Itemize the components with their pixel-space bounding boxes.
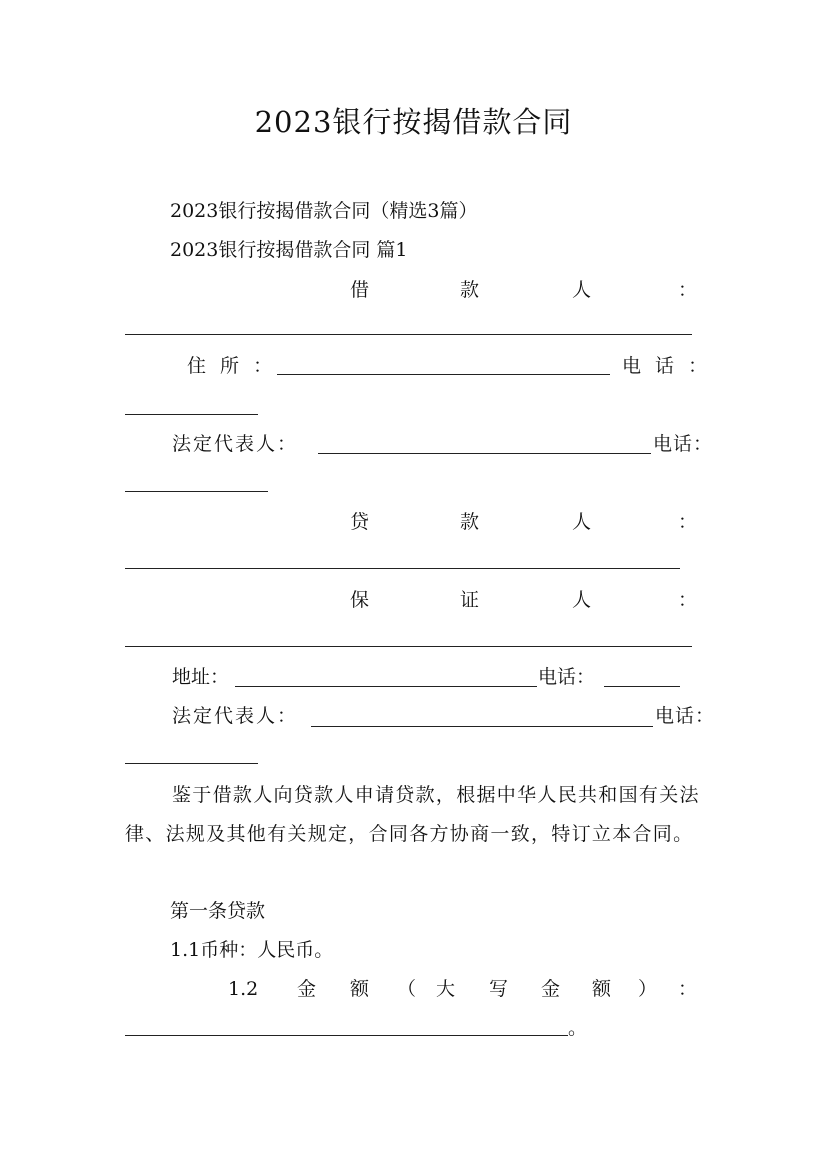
- clause-1-2-char: 金: [541, 978, 561, 1000]
- guarantor-label: [125, 587, 698, 613]
- guarantor-address-label: 地址：: [172, 666, 230, 688]
- borrower-char: 款: [460, 279, 480, 301]
- clause-1-2-char: 写: [489, 978, 509, 1000]
- clause-1-2-end: 。: [568, 1017, 588, 1039]
- clause-1-2-char: 大: [436, 978, 456, 1000]
- guarantor-phone-blank: [604, 685, 680, 687]
- guarantor-char: 保: [350, 589, 370, 611]
- lender-name-blank: [125, 567, 680, 569]
- lender-char: 贷: [350, 511, 370, 533]
- legal-rep-phone-blank: [125, 490, 268, 492]
- clause-1-2-number: 1.2: [228, 978, 259, 1000]
- lender-char: ：: [678, 511, 698, 533]
- guarantor-phone-label: 电话：: [538, 666, 596, 688]
- document-subtitle: 2023银行按揭借款合同（精选3篇）: [170, 200, 478, 222]
- legal-rep-blank: [318, 452, 651, 454]
- clause-1-2-char: ：: [678, 978, 698, 1000]
- guarantor-char: 证: [460, 589, 480, 611]
- borrower-label: [125, 277, 698, 303]
- borrower-char: 人: [572, 279, 592, 301]
- clause-1-1: 1.1币种：人民币。: [170, 939, 334, 961]
- intro-paragraph: 鉴于借款人向贷款人申请贷款，根据中华人民共和国有关法律、法规及其他有关规定，合同各方协商一致，特订立本合同。: [125, 784, 700, 845]
- clause-1-2-char: 额: [350, 978, 370, 1000]
- borrower-char: ：: [678, 279, 698, 301]
- guarantor-legal-rep-blank: [311, 725, 653, 727]
- legal-rep-phone-label: 电话：: [653, 433, 714, 455]
- clause-1-2-char: 额: [592, 978, 612, 1000]
- guarantor-legal-rep-label: 法定代表人：: [172, 705, 299, 727]
- borrower-name-blank: [125, 333, 692, 335]
- legal-rep-label: 法定代表人：: [172, 433, 299, 455]
- clause-1-2-char: 金: [297, 978, 317, 1000]
- phone-label: 电 话 ：: [622, 355, 712, 377]
- address-label: 住 所 ：: [187, 355, 277, 377]
- clause-1-2-char: （: [397, 978, 417, 1000]
- lender-label: [125, 509, 698, 535]
- article-heading: 第一条贷款: [170, 900, 266, 922]
- guarantor-char: 人: [572, 589, 592, 611]
- guarantor-name-blank: [125, 645, 692, 647]
- clause-1-2-char: ）: [638, 978, 658, 1000]
- section-heading: 2023银行按揭借款合同 篇1: [170, 239, 408, 261]
- guarantor-legal-phone-blank: [125, 762, 258, 764]
- guarantor-legal-phone-label: 电话：: [655, 705, 716, 727]
- amount-blank: [125, 1034, 568, 1036]
- borrower-char: 借: [350, 279, 370, 301]
- guarantor-char: ：: [678, 589, 698, 611]
- lender-char: 款: [460, 511, 480, 533]
- guarantor-address-blank: [235, 685, 537, 687]
- address-blank: [277, 373, 610, 375]
- document-title: 2023银行按揭借款合同: [254, 105, 573, 139]
- lender-char: 人: [572, 511, 592, 533]
- phone-blank: [125, 413, 258, 415]
- clause-1-2: [125, 976, 698, 1002]
